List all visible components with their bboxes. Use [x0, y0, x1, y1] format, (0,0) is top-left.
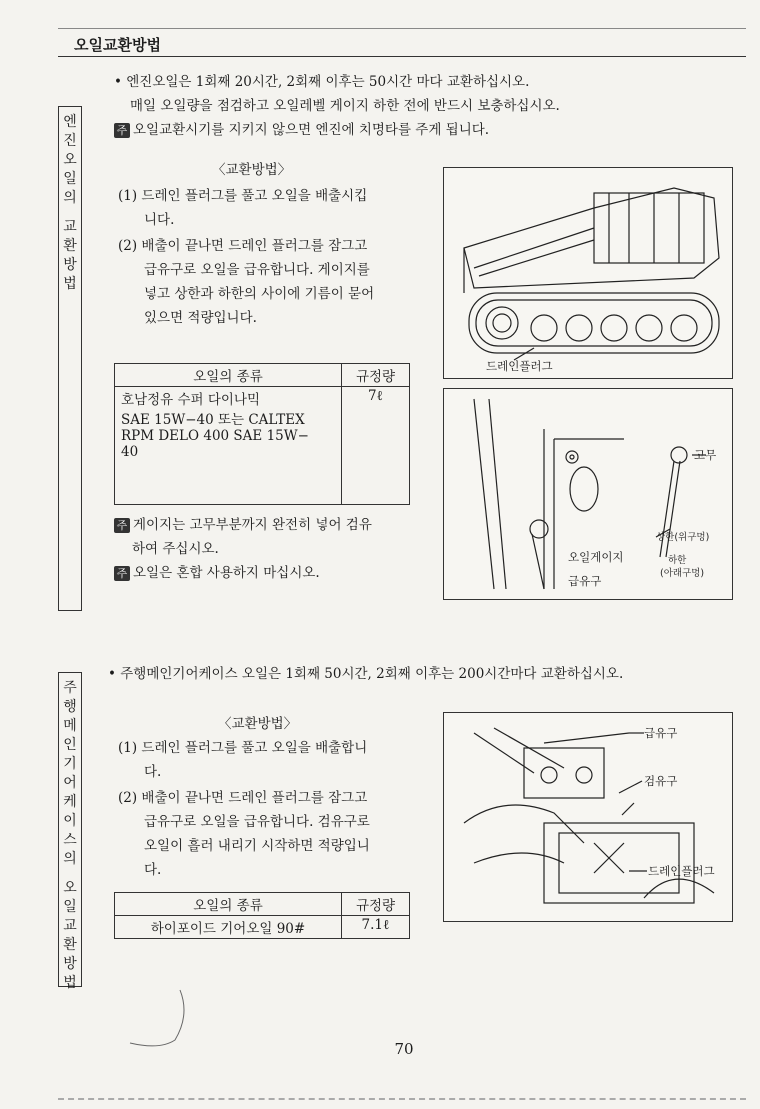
side-tab-char: 의: [63, 190, 77, 206]
table-cell-oil-type: [115, 387, 342, 505]
table-header-amount: 규정량: [342, 893, 410, 916]
note2-text: 오일은 혼합 사용하지 마십시오.: [133, 565, 320, 581]
section1-step2-a: (2) 배출이 끝나면 드레인 플러그를 잠그고: [118, 238, 368, 254]
oil-type-line: 호남정유 수퍼 다이나믹: [121, 392, 260, 408]
section2-step1-b: 다.: [144, 764, 162, 780]
side-tab-char: 주: [63, 680, 77, 696]
label-filler-port: 급유구: [568, 574, 602, 588]
section1-intro-line1: • 엔진오일은 1회째 20시간, 2회째 이후는 50시간 마다 교환하십시오.: [114, 74, 530, 90]
label-filler-port: 급유구: [644, 726, 678, 740]
section-tab-engine-oil: [58, 106, 82, 611]
section1-step2-d: 있으면 적량입니다.: [144, 310, 257, 326]
side-tab-char: [68, 869, 72, 879]
page-header-title: 오일교환방법: [74, 36, 161, 54]
side-tab-char: 행: [63, 699, 77, 715]
figure-oil-gauge: [443, 388, 733, 600]
section1-step2-c: 넣고 상한과 하한의 사이에 기름이 묻어: [144, 286, 375, 302]
caution-mark: 주: [114, 518, 130, 533]
side-tab-char: 엔: [63, 114, 77, 130]
section2-step2-c: 오일이 흘러 내리기 시작하면 적량입니: [144, 838, 370, 854]
caution-text: 오일교환시기를 지키지 않으면 엔진에 치명타를 주게 됩니다.: [133, 122, 490, 138]
side-tab-char: 법: [63, 276, 77, 292]
side-tab-char: 케: [63, 794, 77, 810]
section2-step1-a: (1) 드레인 플러그를 풀고 오일을 배출합니: [118, 740, 368, 756]
side-tab-char: 이: [63, 813, 77, 829]
side-tab-char: 기: [63, 756, 77, 772]
section2-step2-d: 다.: [144, 862, 162, 878]
oil-type-line: 40: [121, 444, 139, 460]
gear-oil-spec-table: [114, 892, 410, 939]
note1-text: 게이지는 고무부분까지 완전히 넣어 검유: [133, 517, 372, 533]
side-tab-char: 일: [63, 899, 77, 915]
engine-oil-spec-table: [114, 363, 410, 505]
table-cell-amount: 7ℓ: [342, 387, 410, 505]
section2-method-title: 〈교환방법〉: [218, 716, 298, 732]
side-tab-char: 환: [63, 937, 77, 953]
page-number: 70: [394, 1040, 414, 1058]
side-tab-char: 어: [63, 775, 77, 791]
section1-step2-b: 급유구로 오일을 급유합니다. 게이지를: [144, 262, 370, 278]
section1-step1-a: (1) 드레인 플러그를 풀고 오일을 배출시킵: [118, 188, 368, 204]
side-tab-char: 인: [63, 737, 77, 753]
section2-step2-b: 급유구로 오일을 급유합니다. 검유구로: [144, 814, 370, 830]
side-tab-char: 방: [63, 257, 77, 273]
oil-type-line: RPM DELO 400 SAE 15W−: [121, 428, 309, 444]
side-tab-char: 일: [63, 171, 77, 187]
oil-type-line: SAE 15W−40 또는 CALTEX: [121, 412, 305, 428]
figure-gear-case: [443, 712, 733, 922]
section2-step2-a: (2) 배출이 끝나면 드레인 플러그를 잠그고: [118, 790, 368, 806]
top-rule: [58, 28, 746, 29]
section1-caution: [114, 120, 489, 140]
side-tab-char: 환: [63, 238, 77, 254]
bottom-edge: [58, 1098, 746, 1100]
table-cell-oil-type: 하이포이드 기어오일 90#: [115, 916, 342, 939]
section1-note1-a: [114, 515, 372, 535]
label-upper-limit: 상한(위구멍): [656, 532, 710, 543]
side-tab-char: 오: [63, 152, 77, 168]
table-cell-amount: 7.1ℓ: [342, 916, 410, 939]
side-tab-char: 메: [63, 718, 77, 734]
label-drain-plug: 드레인플러그: [486, 359, 553, 373]
label-rubber: 고무: [694, 448, 717, 462]
table-header-amount: 규정량: [342, 364, 410, 387]
caution-mark: 주: [114, 123, 130, 138]
side-tab-char: 방: [63, 956, 77, 972]
figure-engine-drain: [443, 167, 733, 379]
section1-intro-line2: 매일 오일량을 점검하고 오일레벨 게이지 하한 전에 반드시 보충하십시오.: [130, 98, 560, 114]
side-tab-char: 오: [63, 880, 77, 896]
side-tab-char: 법: [63, 975, 77, 991]
section1-note2: [114, 563, 320, 583]
side-tab-char: 스: [63, 832, 77, 848]
label-check-port: 검유구: [644, 774, 678, 788]
label-oil-gauge: 오일게이지: [568, 550, 624, 564]
side-tab-char: 교: [63, 918, 77, 934]
table-header-oil-type: 오일의 종류: [115, 364, 342, 387]
side-tab-char: 의: [63, 851, 77, 867]
section-tab-gear-case-oil: [58, 672, 82, 991]
section1-note1-b: 하여 주십시오.: [132, 541, 219, 557]
label-drain-plug: 드레인플러그: [648, 864, 715, 878]
crawler-illustration: [444, 168, 732, 378]
table-header-oil-type: 오일의 종류: [115, 893, 342, 916]
side-tab-char: [68, 208, 72, 218]
section2-intro: • 주행메인기어케이스 오일은 1회째 50시간, 2회째 이후는 200시간마다 교환하십시오.: [108, 666, 624, 682]
gear-case-illustration: [444, 713, 732, 921]
caution-mark: 주: [114, 566, 130, 581]
header-rule: [58, 56, 746, 57]
side-tab-char: 교: [63, 219, 77, 235]
section1-step1-b: 니다.: [144, 212, 175, 228]
label-lower-hole: (아래구멍): [660, 568, 705, 579]
side-tab-char: 진: [63, 133, 77, 149]
label-lower-limit: 하한: [668, 555, 687, 566]
section1-method-title: 〈교환방법〉: [212, 162, 292, 178]
